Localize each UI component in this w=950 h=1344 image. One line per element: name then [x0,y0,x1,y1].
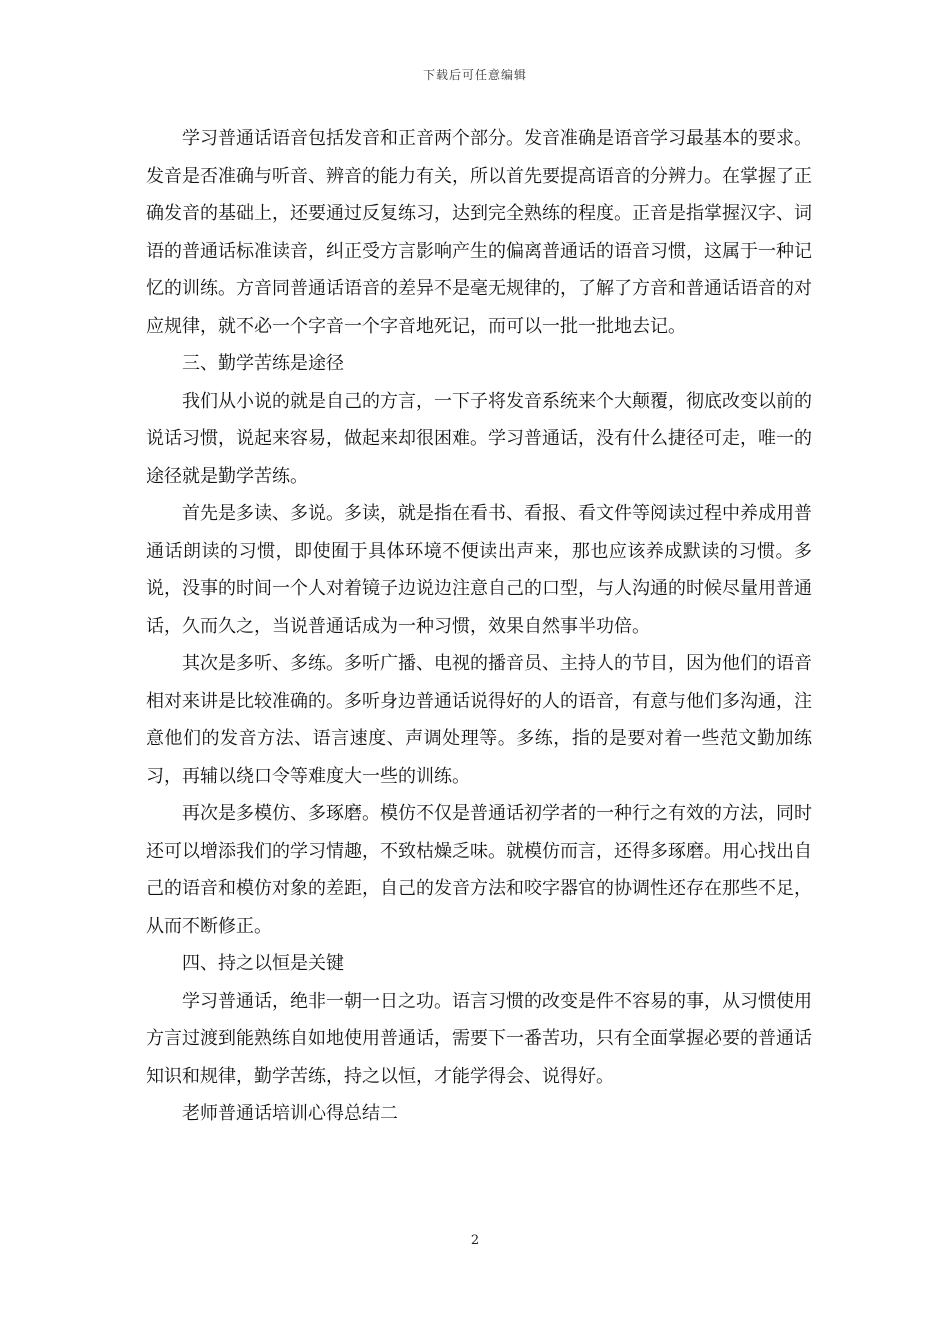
document-body [146,120,812,1133]
paragraph-persistence: 学习普通话，绝非一朝一日之功。语言习惯的改变是件不容易的事，从习惯使用方言过渡到能熟练自如地使用普通话，需要下一番苦功，只有全面掌握必要的普通话知识和规律，勤学苦练，持之以恒，才能学得会、说得好。 [146,990,812,1087]
paragraph-dialect: 我们从小说的就是自己的方言，一下子将发音系统来个大颠覆，彻底改变以前的说话习惯，说起来容易，做起来却很困难。学习普通话，没有什么捷径可走，唯一的途径就是勤学苦练。 [146,390,812,487]
page-header: 下载后可任意编辑 [422,68,527,82]
paragraph-imitate: 再次是多模仿、多琢磨。模仿不仅是普通话初学者的一种行之有效的方法，同时还可以增添我们的学习情趣，不致枯燥乏味。就模仿而言，还得多琢磨。用心找出自己的语音和模仿对象的差距，自己的发音方法和咬字器官的协调性还存在那些不足，从而不断修正。 [146,803,812,937]
section-heading-3: 三、勤学苦练是途径 [182,353,344,374]
paragraph-pronunciation: 学习普通话语音包括发音和正音两个部分。发音准确是语音学习最基本的要求。发音是否准确与听音、辨音的能力有关，所以首先要提高语音的分辨力。在掌握了正确发音的基础上，还要通过反复练习，达到完全熟练的程度。正音是指掌握汉字、词语的普通话标准读音，纠正受方言影响产生的偏离普通话的语音习惯，这属于一种记忆的训练。方音同普通话语音的差异不是毫无规律的，了解了方音和普通话语音的对应规律，就不必一个字音一个字音地死记，而可以一批一批地去记。 [146,128,812,337]
paragraph-read-speak: 首先是多读、多说。多读，就是指在看书、看报、看文件等阅读过程中养成用普通话朗读的习惯，即使囿于具体环境不便读出声来，那也应该养成默读的习惯。多说，没事的时间一个人对着镜子边说边注意自己的口型，与人沟通的时候尽量用普通话，久而久之，当说普通话成为一种习惯，效果自然事半功倍。 [146,503,812,637]
page-number: 2 [470,1233,480,1248]
section-heading-4: 四、持之以恒是关键 [182,953,344,974]
paragraph-listen-practice: 其次是多听、多练。多听广播、电视的播音员、主持人的节目，因为他们的语音相对来讲是比较准确的。多听身边普通话说得好的人的语音，有意与他们多沟通，注意他们的发音方法、语言速度、声调处理等。多练，指的是要对着一些范文勤加练习，再辅以绕口令等难度大一些的训练。 [146,653,812,787]
next-section-title: 老师普通话培训心得总结二 [182,1103,398,1124]
